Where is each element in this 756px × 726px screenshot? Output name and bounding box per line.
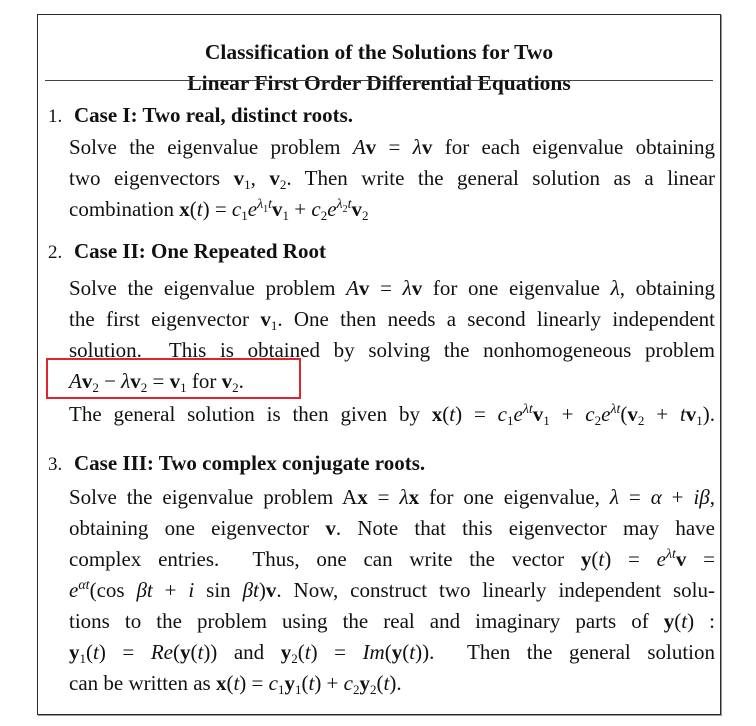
case-2-heading xyxy=(48,238,326,266)
case-1-title: Case I: Two real, distinct roots. xyxy=(74,103,354,127)
case-2-body xyxy=(69,273,715,430)
case-3-heading xyxy=(48,450,425,478)
case-3-line-5: tions to the problem using the real and imaginary parts of y(t) : xyxy=(69,609,716,633)
case-2-line-1: Solve the eigenvalue problem Av = λv for one eigenvalue λ, obtaining xyxy=(69,276,716,300)
case-3-body xyxy=(69,482,715,699)
case-2-line-2: the first eigenvector $v_1$. One then needs a second linearly independent xyxy=(69,307,715,333)
case-1-line-3: combination $x(t) = c_1e^{\lambda_1t}v_1 + c_2e^{\lambda_2t}v_2$ xyxy=(69,197,369,223)
case-3-line-7: can be written as $x(t) = c_1y_1(t) + c_2y_2(t)$. xyxy=(69,671,402,697)
case-3-line-3: complex entries. Thus, one can write the vector $y(t) = e^{\lambda t}v$ = xyxy=(69,547,715,571)
case-3-number: 3. xyxy=(48,454,63,475)
title-line-1: Classification of the Solutions for Two xyxy=(204,40,554,64)
case-3-line-2: obtaining one eigenvector v. Note that this eigenvector may have xyxy=(69,516,715,540)
case-1-line-1: Solve the eigenvalue problem Av = λv for each eigenvalue obtaining xyxy=(69,135,715,159)
case-3-line-1: Solve the eigenvalue problem Ax = λx for one eigenvalue, λ = α + iβ, xyxy=(69,485,716,509)
case-1-number: 1. xyxy=(48,106,63,127)
document-frame xyxy=(37,14,721,715)
document-title xyxy=(38,37,720,99)
case-1-line-2: two eigenvectors $v_1$, $v_2$. Then write the general solution as a linear xyxy=(69,166,716,192)
case-2-line-3: solution. This is obtained by solving the nonhomogeneous problem xyxy=(69,338,715,362)
case-2-title: Case II: One Repeated Root xyxy=(74,239,326,263)
case-3-line-6: $y_1(t) = Re(y(t))$ and $y_2(t) = Im(y(t))$. Then the general solution xyxy=(69,640,716,666)
title-divider xyxy=(45,80,713,81)
case-1-body xyxy=(69,132,715,225)
case-3-line-4: $e^{\alpha t}(\cos$ βt + i sin βt)v. Now, construct two linearly independent solu- xyxy=(69,578,715,602)
case-2-line-5: The general solution is then given by $x(t) = c_1e^{\lambda t}v_1 + c_2e^{\lambda t}(v_2 + tv_1)$. xyxy=(69,402,716,428)
highlight-box xyxy=(46,358,301,399)
title-line-2: Linear First Order Differential Equations xyxy=(187,71,571,95)
case-3-title: Case III: Two complex conjugate roots. xyxy=(74,451,426,475)
case-2-number: 2. xyxy=(48,242,63,263)
case-2-line-4-highlighted: $Av_2 - \lambda v_2 = v_1$ for $v_2$. xyxy=(69,369,244,395)
case-1-heading xyxy=(48,102,353,130)
